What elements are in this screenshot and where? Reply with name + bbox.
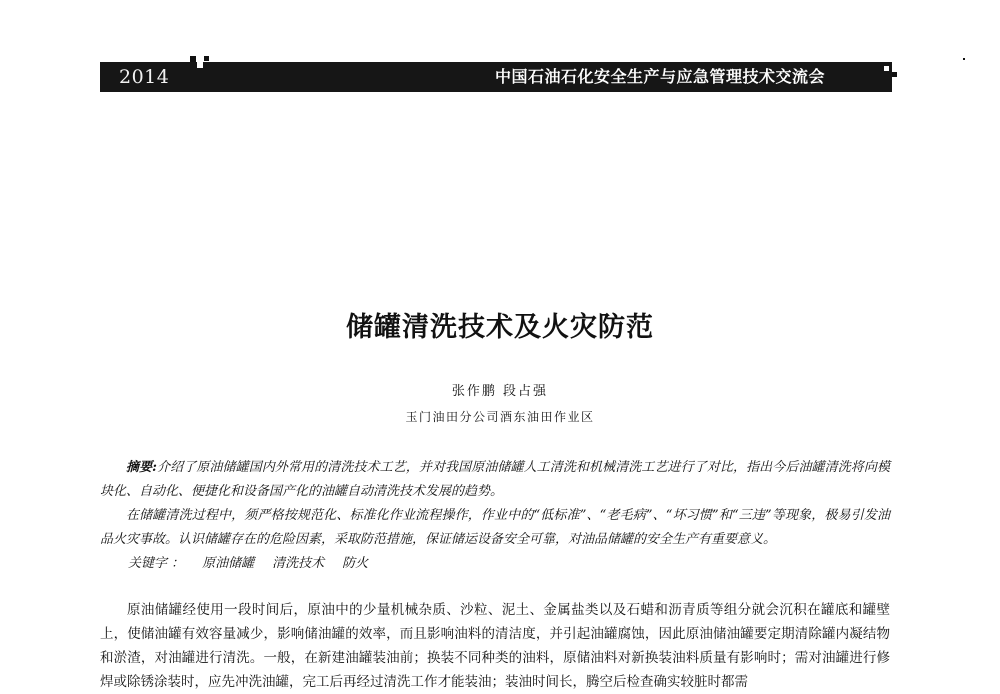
header-ornament-right	[884, 66, 889, 71]
abstract-text-2: 在储罐清洗过程中，须严格按规范化、标准化作业流程操作，作业中的“低标准”、“老毛病”、“坏习惯”和“三违”等现象，极易引发油品火灾事故。认识储罐存在的危险因素，采取防范措施，保证储运设备安全可靠，对油品储罐的安全生产有重要意义。	[100, 508, 890, 547]
header-ornament-left-2	[197, 62, 203, 68]
abstract-paragraph-1	[100, 456, 890, 504]
paper-affiliation: 玉门油田分公司酒东油田作业区	[405, 410, 595, 424]
body-paragraph-1: 原油储罐经使用一段时间后，原油中的少量机械杂质、沙粒、泥土、金属盐类以及石蜡和沥青质等组分就会沉积在罐底和罐壁上，使储油罐有效容量减少，影响储油罐的效率，而且影响油料的清洁度，并引起油罐腐蚀，因此原油储油罐要定期清除罐内凝结物和淤渣，对油罐进行清洗。一般，在新建油罐装油前；换装不同种类的油料，原储油料对新换装油料质量有影响时；需对油罐进行修焊或除锈涂装时，应先冲洗油罐，完工后再经过清洗工作才能装油；装油时间长，腾空后检查确实较脏时都需	[100, 602, 890, 690]
page-speck	[963, 58, 965, 60]
paper-authors: 张作鹏 段占强	[451, 384, 549, 399]
keyword-item: 防火	[342, 556, 369, 571]
header-ornament-left-3	[204, 56, 209, 61]
header-conference-title: 中国石油石化安全生产与应急管理技术交流会	[495, 67, 826, 86]
keyword-item: 原油储罐	[202, 556, 255, 571]
paper-title: 储罐清洗技术及火灾防范	[346, 312, 654, 343]
header-year: 2014	[119, 66, 170, 88]
abstract-label: 摘要:	[126, 460, 157, 475]
abstract-paragraph-2	[100, 504, 890, 552]
header-ornament-left	[190, 56, 196, 62]
keywords	[128, 552, 386, 571]
keyword-item: 清洗技术	[272, 556, 325, 571]
header-ornament-right-2	[892, 72, 897, 77]
abstract-text-1: 介绍了原油储罐国内外常用的清洗技术工艺，并对我国原油储罐人工清洗和机械清洗工艺进行了对比，指出今后油罐清洗将向模块化、自动化、便捷化和设备国产化的油罐自动清洗技术发展的趋势。	[100, 460, 890, 499]
keywords-label: 关键字 ：	[128, 556, 185, 571]
